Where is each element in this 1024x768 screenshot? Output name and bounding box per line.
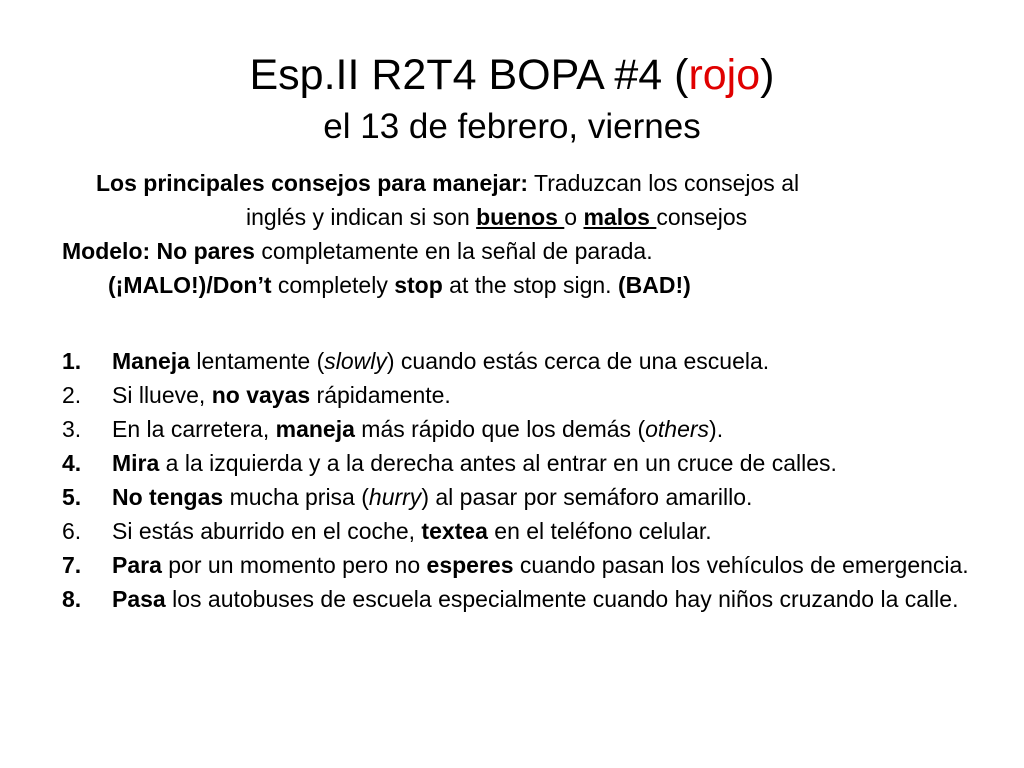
list-number: 8. xyxy=(62,586,82,612)
list-number: 6. xyxy=(62,518,82,544)
item-bold: Maneja xyxy=(112,348,190,374)
instructions-line-1 xyxy=(96,172,799,195)
item-bold: maneja xyxy=(275,416,355,442)
model-answer-text-1: completely xyxy=(271,272,395,298)
item-italic: hurry xyxy=(368,484,422,510)
model-label: Modelo: No pares xyxy=(62,238,255,264)
title-text: Esp.II R2T4 BOPA #4 ( xyxy=(249,51,689,99)
word-malos: malos xyxy=(583,204,657,230)
list-item xyxy=(62,582,1002,616)
item-text: Si estás aburrido en el coche, xyxy=(112,518,422,544)
model-sentence xyxy=(62,240,653,263)
item-bold: Mira xyxy=(112,450,160,476)
item-text: rápidamente. xyxy=(310,382,451,408)
item-bold: Para xyxy=(112,552,162,578)
item-bold: Pasa xyxy=(112,586,166,612)
item-text: ). xyxy=(709,416,724,442)
item-bold: no vayas xyxy=(211,382,311,408)
item-text: ) al pasar por semáforo amarillo. xyxy=(421,484,753,510)
item-text: cuando pasan los vehículos de emergencia. xyxy=(513,552,969,578)
list-item xyxy=(62,514,1002,548)
list-item xyxy=(62,378,1002,412)
instructions-text: Traduzcan los consejos al xyxy=(528,170,800,196)
list-item xyxy=(62,548,1002,582)
item-bold: No tengas xyxy=(112,484,224,510)
slide-title xyxy=(0,51,1024,99)
list-number: 7. xyxy=(62,552,82,578)
item-italic: slowly xyxy=(324,348,387,374)
model-answer-bold: (¡MALO!)/Don’t xyxy=(108,272,272,298)
model-answer-stop: stop xyxy=(394,272,443,298)
model-answer xyxy=(108,274,691,297)
list-number: 5. xyxy=(62,484,82,510)
list-number: 3. xyxy=(62,416,82,442)
list-number: 2. xyxy=(62,382,82,408)
item-text: En la carretera, xyxy=(112,416,276,442)
advice-list xyxy=(62,344,1002,616)
list-item xyxy=(62,412,1002,446)
list-number: 1. xyxy=(62,348,82,374)
item-text: a la izquierda y a la derecha antes al entrar en un cruce de calles. xyxy=(159,450,837,476)
list-item xyxy=(62,480,1002,514)
title-close-paren: ) xyxy=(760,51,775,99)
instructions-line-2 xyxy=(246,206,747,229)
instructions-text-2: inglés y indican si son xyxy=(246,204,477,230)
word-o: o xyxy=(564,204,584,230)
item-text: más rápido que los demás ( xyxy=(354,416,646,442)
model-answer-text-2: at the stop sign. xyxy=(442,272,618,298)
item-text: por un momento pero no xyxy=(161,552,427,578)
word-buenos: buenos xyxy=(476,204,565,230)
item-bold: textea xyxy=(421,518,488,544)
title-color-word: rojo xyxy=(688,51,761,99)
item-text: los autobuses de escuela especialmente cuando hay niños cruzando la calle. xyxy=(165,586,959,612)
list-item xyxy=(62,446,1002,480)
list-item xyxy=(62,344,1002,378)
slide-date: el 13 de febrero, viernes xyxy=(323,107,701,146)
item-text: Si llueve, xyxy=(112,382,212,408)
model-text: completamente en la señal de parada. xyxy=(254,238,653,264)
list-number: 4. xyxy=(62,450,82,476)
item-text: lentamente ( xyxy=(189,348,325,374)
item-text: mucha prisa ( xyxy=(223,484,369,510)
item-italic: others xyxy=(645,416,710,442)
item-text: ) cuando estás cerca de una escuela. xyxy=(386,348,770,374)
model-answer-bad: (BAD!) xyxy=(617,272,691,298)
item-text: en el teléfono celular. xyxy=(487,518,712,544)
word-consejos: consejos xyxy=(656,204,748,230)
instructions-heading: Los principales consejos para manejar: xyxy=(96,170,529,196)
item-bold: esperes xyxy=(426,552,514,578)
